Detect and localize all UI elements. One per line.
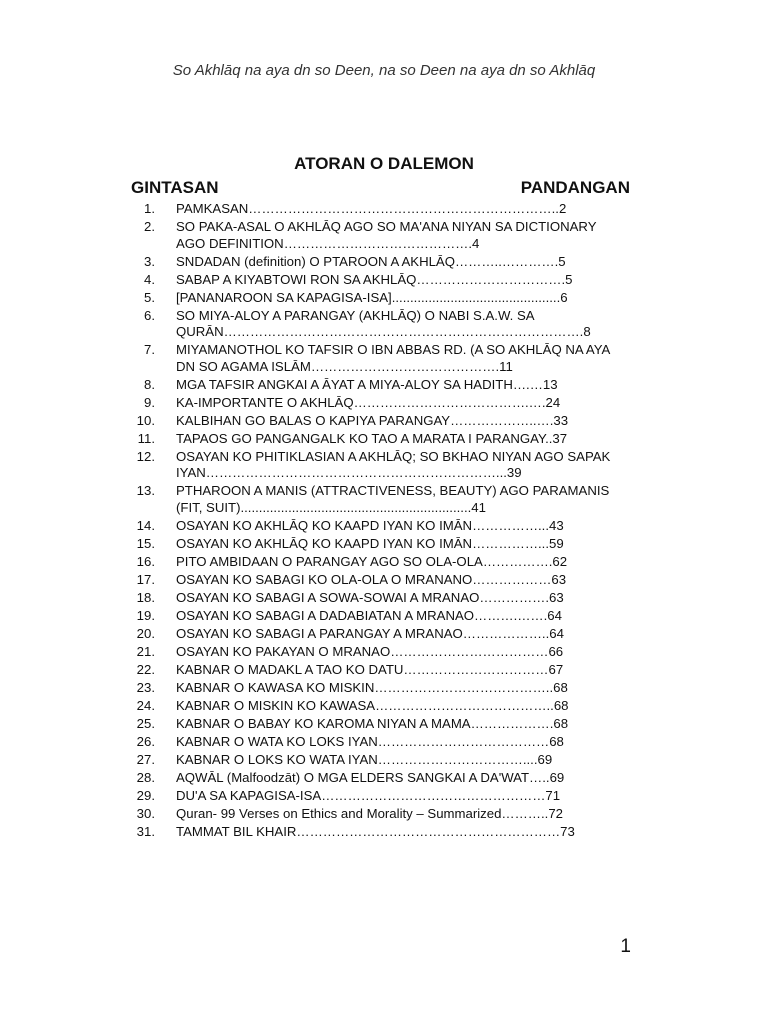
toc-number: 26.: [136, 733, 155, 749]
toc-entry: [0, 788, 768, 805]
toc-entry: [0, 608, 768, 625]
toc-number: 11.: [137, 430, 155, 446]
toc-entry: [0, 806, 768, 823]
toc-number: 17.: [136, 571, 155, 587]
toc-text: KABNAR O WATA KO LOKS IYAN…………………………………68: [176, 733, 564, 749]
toc-text: MIYAMANOTHOL KO TAFSIR O IBN ABBAS RD. (A SO AKHLĀQ NA AYA DN SO AGAMA ISLĀM…………………………………….11: [176, 342, 610, 374]
toc-entry: [0, 483, 768, 516]
toc-number: 24.: [136, 697, 155, 713]
toc-entry: [0, 431, 768, 448]
toc-entry: [0, 272, 768, 289]
toc-number: 9.: [144, 394, 155, 410]
toc-entry: [0, 290, 768, 307]
toc-entry: [0, 824, 768, 841]
toc-number: 30.: [136, 805, 155, 821]
column-heading-right: PANDANGAN: [520, 178, 630, 197]
toc-text: SO PAKA-ASAL O AKHLĀQ AGO SO MA'ANA NIYAN SA DICTIONARY AGO DEFINITION…………………………………….4: [176, 218, 597, 251]
toc-entry: [0, 572, 768, 589]
page-number: 1: [620, 936, 631, 957]
toc-text: PITO AMBIDAAN O PARANGAY AGO SO OLA-OLA…………….62: [176, 553, 568, 569]
toc-text: KABNAR O BABAY KO KAROMA NIYAN A MAMA……………….68: [176, 715, 569, 731]
toc-text: OSAYAN KO SABAGI A DADABIATAN A MRANAO……….…….64: [176, 607, 562, 623]
toc-entry: [0, 413, 768, 430]
toc-number: 2.: [144, 218, 155, 234]
page-header: So Akhlāq na aya dn so Deen, na so Deen na aya dn so Akhlāq: [172, 62, 596, 79]
toc-text: SO MIYA-ALOY A PARANGAY (AKHLĀQ) O NABI S.A.W. SA QURĀN……………………………………………………………………….8: [176, 307, 591, 340]
toc-text: OSAYAN KO PHITIKLASIAN A AKHLĀQ; SO BKHAO NIYAN AGO SAPAK IYAN…………………………………………………………...39: [176, 448, 611, 481]
toc-text: OSAYAN KO SABAGI A SOWA-SOWAI A MRANAO…………….63: [176, 589, 564, 605]
toc-entry: [0, 680, 768, 697]
toc-text: Quran- 99 Verses on Ethics and Morality – Summarized………..72: [176, 805, 563, 821]
toc-number: 20.: [136, 625, 155, 641]
toc-number: 19.: [136, 607, 155, 623]
toc-text: KALBIHAN GO BALAS O KAPIYA PARANGAY………………..….33: [176, 412, 569, 428]
toc-number: 8.: [144, 376, 155, 392]
toc-text: OSAYAN KO PAKAYAN O MRANAO………………………………66: [176, 643, 564, 659]
toc-number: 3.: [144, 253, 155, 269]
toc-text: DU'A SA KAPAGISA-ISA……………………………………………71: [176, 787, 561, 803]
toc-number: 18.: [136, 589, 155, 605]
toc-text: AQWĀL (Malfoodzāt) O MGA ELDERS SANGKAI A DA'WAT…..69: [176, 769, 565, 785]
toc-number: 27.: [136, 751, 155, 767]
toc-entry: [0, 554, 768, 571]
toc-entry: [0, 734, 768, 751]
toc-text: PTHAROON A MANIS (ATTRACTIVENESS, BEAUTY) AGO PARAMANIS (FIT, SUIT)...............................................................41: [176, 483, 610, 515]
toc-number: 14.: [136, 517, 155, 533]
toc-number: 23.: [136, 679, 155, 695]
toc-text: KA-IMPORTANTE O AKHLĀQ………………………………….….24: [176, 394, 561, 410]
column-heading-left: GINTASAN: [131, 178, 219, 197]
toc-number: 1.: [144, 201, 155, 216]
toc-number: 6.: [144, 307, 155, 323]
toc-number: 21.: [136, 643, 155, 659]
toc-text: OSAYAN KO AKHLĀQ KO KAAPD IYAN KO IMĀN……………...59: [176, 535, 564, 551]
toc-entry: [0, 219, 768, 252]
toc-text: KABNAR O MISKIN KO KAWASA…………………………………..68: [176, 697, 569, 713]
toc-entry: [0, 698, 768, 715]
toc-text: KABNAR O LOKS KO WATA IYAN……………………………....69: [176, 751, 553, 767]
toc-number: 13.: [136, 483, 155, 499]
toc-text: SNDADAN (definition) O PTAROON A AKHLĀQ………..………….5: [176, 253, 566, 269]
toc-number: 10.: [136, 412, 155, 428]
toc-text: MGA TAFSIR ANGKAI A ĀYAT A MIYA-ALOY SA HADITH….…13: [176, 376, 558, 392]
toc-text: PAMKASAN……………………………………………………………..2: [176, 201, 567, 216]
toc-text: SABAP A KIYABTOWI RON SA AKHLĀQ…………………………….5: [176, 271, 573, 287]
toc-entry: [0, 626, 768, 643]
toc-number: 31.: [136, 823, 155, 839]
toc-text: KABNAR O MADAKL A TAO KO DATU……………………………67: [176, 661, 564, 677]
toc-number: 29.: [136, 787, 155, 803]
toc-text: [PANANAROON SA KAPAGISA-ISA]..............................................6: [176, 289, 568, 305]
toc-text: TAPAOS GO PANGANGALK KO TAO A MARATA I PARANGAY..37: [176, 430, 568, 446]
toc-entry: [0, 308, 768, 341]
toc-entry: [0, 770, 768, 787]
toc-number: 12.: [136, 448, 155, 464]
toc-text: OSAYAN KO SABAGI KO OLA-OLA O MRANANO………………63: [176, 571, 567, 587]
toc-entry: [0, 590, 768, 607]
toc-entry: [0, 716, 768, 733]
toc-number: 7.: [144, 342, 155, 358]
toc-entry: [0, 518, 768, 535]
toc-entry: [0, 662, 768, 679]
toc-entry: [0, 536, 768, 553]
toc-entry: [0, 395, 768, 412]
toc-number: 22.: [136, 661, 155, 677]
toc-number: 28.: [136, 769, 155, 785]
table-of-contents: [0, 201, 768, 841]
toc-entry: [0, 342, 768, 375]
toc-entry: [0, 254, 768, 271]
toc-entry: [0, 449, 768, 482]
toc-text: TAMMAT BIL KHAIR……………………………………………………73: [176, 823, 575, 839]
toc-text: OSAYAN KO SABAGI A PARANGAY A MRANAO………………..64: [176, 625, 564, 641]
toc-text: KABNAR O KAWASA KO MISKIN…………………………………..68: [176, 679, 568, 695]
toc-entry: [0, 752, 768, 769]
page-title: ATORAN O DALEMON: [294, 154, 474, 173]
toc-number: 25.: [136, 715, 155, 731]
toc-number: 5.: [144, 289, 155, 305]
toc-number: 4.: [144, 271, 155, 287]
toc-number: 16.: [136, 553, 155, 569]
toc-text: OSAYAN KO AKHLĀQ KO KAAPD IYAN KO IMĀN……………...43: [176, 517, 564, 533]
toc-entry: [0, 377, 768, 394]
toc-number: 15.: [136, 535, 155, 551]
toc-entry: [0, 644, 768, 661]
toc-entry: [0, 201, 768, 218]
